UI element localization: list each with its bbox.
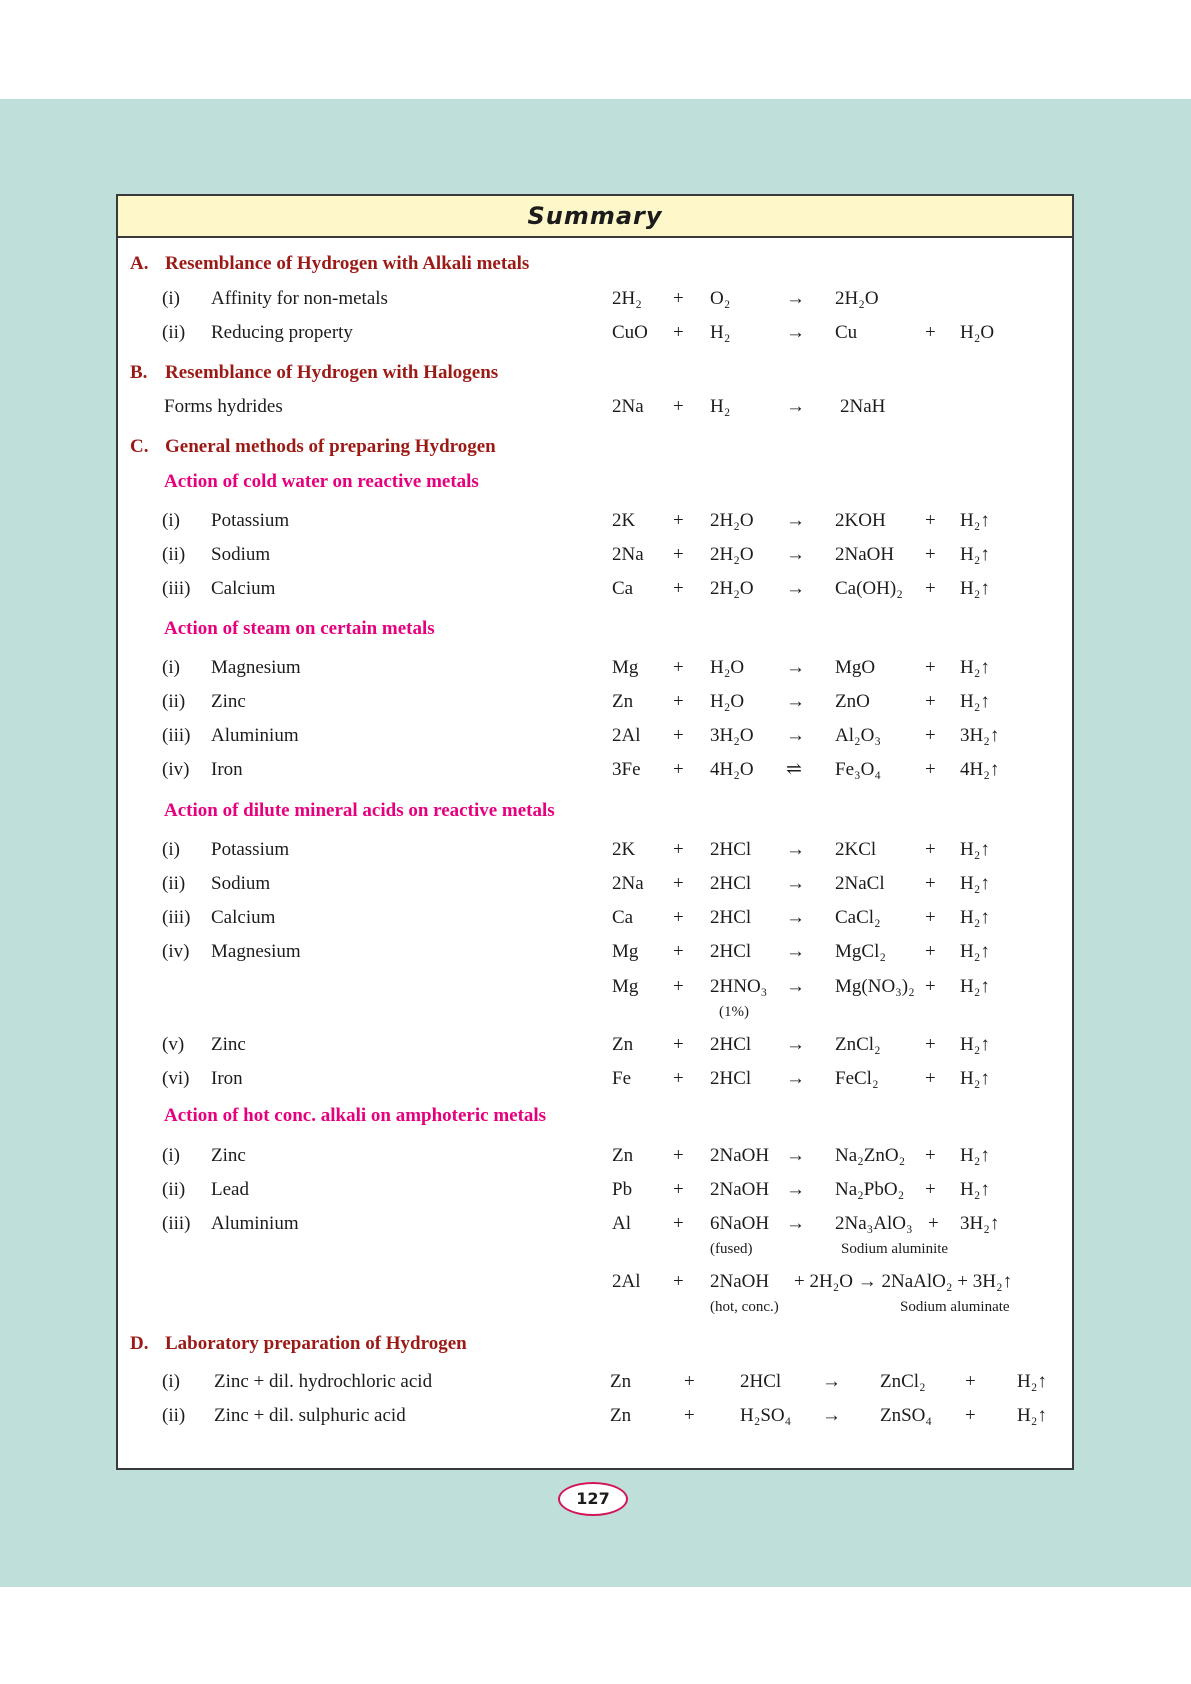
product-2: H₂↑ [960, 544, 990, 565]
equation-row [0, 937, 1191, 967]
reactant-2: 4H₂O [710, 759, 754, 780]
plus-sign: + [673, 322, 684, 343]
reactant-2: 2H₂O [710, 578, 754, 599]
reactant-2: 2NaOH [710, 1271, 770, 1292]
plus-sign: + [673, 288, 684, 309]
section-b-letter: B. [130, 362, 148, 383]
equation-row [0, 506, 1191, 536]
row-number: (ii) [162, 691, 186, 712]
row-number: (ii) [162, 1405, 186, 1426]
equation-row [0, 1401, 1191, 1431]
product-1: 2NaCl [835, 873, 885, 894]
reactant-2: 2HCl [710, 941, 752, 962]
plus-sign: + [965, 1371, 976, 1392]
plus-sign: + [673, 544, 684, 565]
product-1: ZnCl₂ [835, 1034, 881, 1055]
plus-sign: + [673, 510, 684, 531]
reactant-1: Mg [612, 941, 639, 962]
plus-sign: + [925, 1179, 936, 1200]
plus-sign: + [928, 1213, 939, 1234]
row-label: Sodium [211, 544, 271, 565]
product-2: 3H₂↑ [960, 725, 1000, 746]
plus-sign: + [965, 1405, 976, 1426]
row-number: (i) [162, 288, 180, 309]
row-label: Aluminium [211, 1213, 299, 1234]
row-number: (i) [162, 1145, 180, 1166]
sodium-aluminate-note: Sodium aluminate [900, 1299, 1010, 1315]
product-1: FeCl₂ [835, 1068, 879, 1089]
product-2: H₂↑ [960, 1145, 990, 1166]
reaction-arrow: → [786, 839, 805, 860]
summary-title-bar [118, 196, 1072, 238]
reactant-1: Fe [612, 1068, 631, 1089]
product-1: 2Na₃AlO₃ [835, 1213, 913, 1234]
row-number: (ii) [162, 322, 186, 343]
product-1: MgO [835, 657, 876, 678]
product-2: H₂↑ [960, 907, 990, 928]
row-label: Sodium [211, 873, 271, 894]
section-a-letter: A. [130, 253, 149, 274]
plus-sign: + [673, 759, 684, 780]
plus-sign: + [925, 759, 936, 780]
plus-sign: + [673, 976, 684, 997]
equation-row [0, 1267, 1191, 1297]
reaction-arrow: → [786, 578, 805, 599]
product-1: Ca(OH)₂ [835, 578, 903, 599]
product-2: H₂↑ [960, 839, 990, 860]
row-number: (i) [162, 657, 180, 678]
row-label: Potassium [211, 510, 290, 531]
product-1: MgCl₂ [835, 941, 886, 962]
plus-sign: + [925, 578, 936, 599]
plus-sign: + [673, 1271, 684, 1292]
product-1: 2NaH [840, 396, 886, 417]
reactant-2: H₂SO₄ [740, 1405, 792, 1426]
reactant-1: Mg [612, 976, 639, 997]
equation-row [0, 1367, 1191, 1397]
row-label: Calcium [211, 578, 276, 599]
product-2: 3H₂↑ [960, 1213, 1000, 1234]
equation-row [0, 1064, 1191, 1094]
row-label: Lead [211, 1179, 249, 1200]
plus-sign: + [925, 941, 936, 962]
product-1: 2KCl [835, 839, 877, 860]
plus-sign: + [925, 544, 936, 565]
sodium-aluminite-note: Sodium aluminite [841, 1241, 949, 1257]
reactant-2: H₂O [710, 657, 745, 678]
subsection-dilute-acids-heading: Action of dilute mineral acids on reactive metals [164, 800, 555, 821]
plus-sign: + [925, 725, 936, 746]
reactant-2: 2HCl [740, 1371, 782, 1392]
plus-sign: + [925, 1068, 936, 1089]
reactant-2: 2NaOH [710, 1145, 770, 1166]
section-a-title: Resemblance of Hydrogen with Alkali metals [165, 253, 530, 274]
plus-sign: + [673, 907, 684, 928]
row-number: (iii) [162, 1213, 191, 1234]
plus-sign: + [925, 1034, 936, 1055]
reactant-2: 2HCl [710, 839, 752, 860]
reaction-arrow: → [786, 322, 805, 343]
plus-sign: + [673, 1145, 684, 1166]
plus-sign: + [684, 1405, 695, 1426]
row-number: (iv) [162, 759, 190, 780]
row-label: Zinc [211, 691, 246, 712]
section-d-letter: D. [130, 1333, 149, 1354]
reaction-arrow: → [786, 1034, 805, 1055]
row-label: Zinc + dil. sulphuric acid [214, 1405, 406, 1426]
equation-row [0, 1175, 1191, 1205]
reactant-1: Zn [610, 1405, 632, 1426]
reactant-2: 3H₂O [710, 725, 754, 746]
reactant-1: 2Al [612, 725, 641, 746]
reactant-2: H₂O [710, 691, 745, 712]
row-label: Reducing property [211, 322, 353, 343]
section-d-heading [130, 1333, 467, 1355]
reactant-2: 2H₂O [710, 544, 754, 565]
subsection-steam-heading: Action of steam on certain metals [164, 618, 435, 639]
equation-row [0, 574, 1191, 604]
product-1: ZnCl₂ [880, 1371, 926, 1392]
plus-sign: + [925, 907, 936, 928]
product-1: Na₂ZnO₂ [835, 1145, 906, 1166]
row-label: Magnesium [211, 941, 301, 962]
row-number: (vi) [162, 1068, 190, 1089]
row-label: Magnesium [211, 657, 301, 678]
reactant-2: H₂ [710, 322, 731, 343]
plus-sign: + [673, 941, 684, 962]
reactant-2: 2HNO₃ [710, 976, 768, 997]
product-1: 2KOH [835, 510, 886, 531]
product-1: Al₂O₃ [835, 725, 881, 746]
plus-sign: + [673, 839, 684, 860]
reaction-arrow: → [786, 873, 805, 894]
row-label: Iron [211, 759, 243, 780]
equation-row [0, 1141, 1191, 1171]
reactant-1: Mg [612, 657, 639, 678]
row-label: Zinc [211, 1034, 246, 1055]
row-number: (ii) [162, 873, 186, 894]
reactant-2: H₂ [710, 396, 731, 417]
row-label: Forms hydrides [164, 396, 283, 417]
product-2: H₂↑ [960, 657, 990, 678]
reactant-1: 3Fe [612, 759, 641, 780]
plus-sign: + [925, 976, 936, 997]
equation-row [0, 1030, 1191, 1060]
reactant-1: 2Al [612, 1271, 641, 1292]
row-number: (ii) [162, 544, 186, 565]
equation-row [0, 318, 1191, 348]
plus-sign: + [673, 873, 684, 894]
row-label: Zinc + dil. hydrochloric acid [214, 1371, 433, 1392]
hot-conc-note: (hot, conc.) [710, 1299, 779, 1315]
subsection-hot-alkali-heading: Action of hot conc. alkali on amphoteric metals [164, 1105, 547, 1126]
reactant-1: Ca [612, 907, 634, 928]
section-c-title: General methods of preparing Hydrogen [165, 436, 496, 457]
reactant-2: 2H₂O [710, 510, 754, 531]
reaction-arrow: → [786, 907, 805, 928]
reactant-1: Zn [612, 1145, 634, 1166]
plus-sign: + [925, 839, 936, 860]
equation-row [0, 835, 1191, 865]
plus-sign: + [673, 1213, 684, 1234]
reaction-arrow: → [786, 1068, 805, 1089]
product-2: H₂↑ [960, 941, 990, 962]
reactant-1: 2Na [612, 396, 644, 417]
reactant-1: 2Na [612, 544, 644, 565]
summary-title: Summary [527, 202, 663, 230]
reaction-arrow: → [786, 1179, 805, 1200]
reactant-1: CuO [612, 322, 648, 343]
product-1: Cu [835, 322, 858, 343]
reactant-1: Pb [612, 1179, 633, 1200]
section-b-title: Resemblance of Hydrogen with Halogens [165, 362, 499, 383]
plus-sign: + [673, 1068, 684, 1089]
reversible-arrow: ⇌ [786, 759, 802, 780]
equation-row [0, 755, 1191, 785]
reaction-arrow: → [822, 1371, 841, 1392]
section-c-heading [130, 436, 496, 458]
plus-sign: + [925, 1145, 936, 1166]
product-1: CaCl₂ [835, 907, 881, 928]
plus-sign: + [673, 691, 684, 712]
product-1: 2H₂O [835, 288, 879, 309]
reaction-arrow: → [786, 976, 805, 997]
equation-row [0, 687, 1191, 717]
reactant-1: 2K [612, 510, 636, 531]
plus-sign: + [925, 657, 936, 678]
plus-sign: + [673, 396, 684, 417]
equation-row [0, 972, 1191, 1002]
row-number: (iv) [162, 941, 190, 962]
reactant-1: 2Na [612, 873, 644, 894]
product-1: ZnO [835, 691, 870, 712]
product-1: Mg(NO₃)₂ [835, 976, 915, 997]
row-number: (iii) [162, 725, 191, 746]
product-2: 4H₂↑ [960, 759, 1000, 780]
reactant-2: 2NaOH [710, 1179, 770, 1200]
reactant-2: O₂ [710, 288, 731, 309]
plus-sign: + [925, 510, 936, 531]
equation-row [0, 903, 1191, 933]
plus-sign: + [925, 873, 936, 894]
plus-sign: + [684, 1371, 695, 1392]
equation-row [0, 392, 1191, 422]
row-label: Calcium [211, 907, 276, 928]
row-number: (ii) [162, 1179, 186, 1200]
product-2: H₂↑ [960, 873, 990, 894]
reactant-1: Zn [612, 691, 634, 712]
subsection-cold-water-heading: Action of cold water on reactive metals [164, 471, 479, 492]
section-b-heading [130, 362, 498, 384]
row-number: (i) [162, 510, 180, 531]
fused-note: (fused) [710, 1241, 753, 1257]
plus-sign: + [673, 657, 684, 678]
reactant-2: 2HCl [710, 1034, 752, 1055]
product-2: H₂↑ [1017, 1371, 1047, 1392]
product-2: H₂↑ [1017, 1405, 1047, 1426]
plus-sign: + [673, 1034, 684, 1055]
plus-sign: + [673, 1179, 684, 1200]
row-label: Zinc [211, 1145, 246, 1166]
reaction-arrow: → [822, 1405, 841, 1426]
reactant-1: Zn [612, 1034, 634, 1055]
row-number: (v) [162, 1034, 185, 1055]
row-number: (iii) [162, 907, 191, 928]
reactant-1: Al [612, 1213, 631, 1234]
row-label: Aluminium [211, 725, 299, 746]
row-label: Affinity for non-metals [211, 288, 388, 309]
reaction-arrow: → [786, 941, 805, 962]
product-2: H₂↑ [960, 1068, 990, 1089]
row-label: Iron [211, 1068, 243, 1089]
plus-sign: + [925, 691, 936, 712]
reaction-arrow: → [786, 288, 805, 309]
equation-row [0, 1209, 1191, 1239]
reactant-2: 2HCl [710, 907, 752, 928]
plus-sign: + [673, 578, 684, 599]
section-d-title: Laboratory preparation of Hydrogen [165, 1333, 467, 1354]
product-1: Na₂PbO₂ [835, 1179, 905, 1200]
hno3-concentration-note: (1%) [719, 1004, 749, 1020]
equation-row [0, 284, 1191, 314]
reactant-1: 2H₂ [612, 288, 642, 309]
equation-row [0, 869, 1191, 899]
reactant-1: Ca [612, 578, 634, 599]
reaction-arrow: → [786, 1213, 805, 1234]
row-number: (i) [162, 1371, 180, 1392]
product-2: H₂↑ [960, 976, 990, 997]
product-2: H₂O [960, 322, 995, 343]
reaction-arrow: → [786, 725, 805, 746]
reactant-1: Zn [610, 1371, 632, 1392]
reaction-arrow: → [786, 657, 805, 678]
reaction-arrow: → [786, 544, 805, 565]
product-2: H₂↑ [960, 1034, 990, 1055]
reaction-arrow: → [786, 510, 805, 531]
reactant-2: 6NaOH [710, 1213, 770, 1234]
product-2: H₂↑ [960, 691, 990, 712]
equation-row [0, 721, 1191, 751]
section-a-heading [130, 253, 529, 275]
equation-remainder: + 2H₂O → 2NaAlO₂ + 3H₂↑ [794, 1271, 1013, 1292]
reactant-2: 2HCl [710, 1068, 752, 1089]
equation-row [0, 540, 1191, 570]
product-2: H₂↑ [960, 1179, 990, 1200]
page-number-badge: 127 [558, 1482, 628, 1516]
product-2: H₂↑ [960, 578, 990, 599]
product-2: H₂↑ [960, 510, 990, 531]
plus-sign: + [925, 322, 936, 343]
reaction-arrow: → [786, 1145, 805, 1166]
reaction-arrow: → [786, 691, 805, 712]
row-number: (i) [162, 839, 180, 860]
reactant-1: 2K [612, 839, 636, 860]
plus-sign: + [673, 725, 684, 746]
row-number: (iii) [162, 578, 191, 599]
reaction-arrow: → [786, 396, 805, 417]
product-1: 2NaOH [835, 544, 895, 565]
product-1: ZnSO₄ [880, 1405, 933, 1426]
row-label: Potassium [211, 839, 290, 860]
equation-row [0, 653, 1191, 683]
product-1: Fe₃O₄ [835, 759, 881, 780]
section-c-letter: C. [130, 436, 149, 457]
reactant-2: 2HCl [710, 873, 752, 894]
